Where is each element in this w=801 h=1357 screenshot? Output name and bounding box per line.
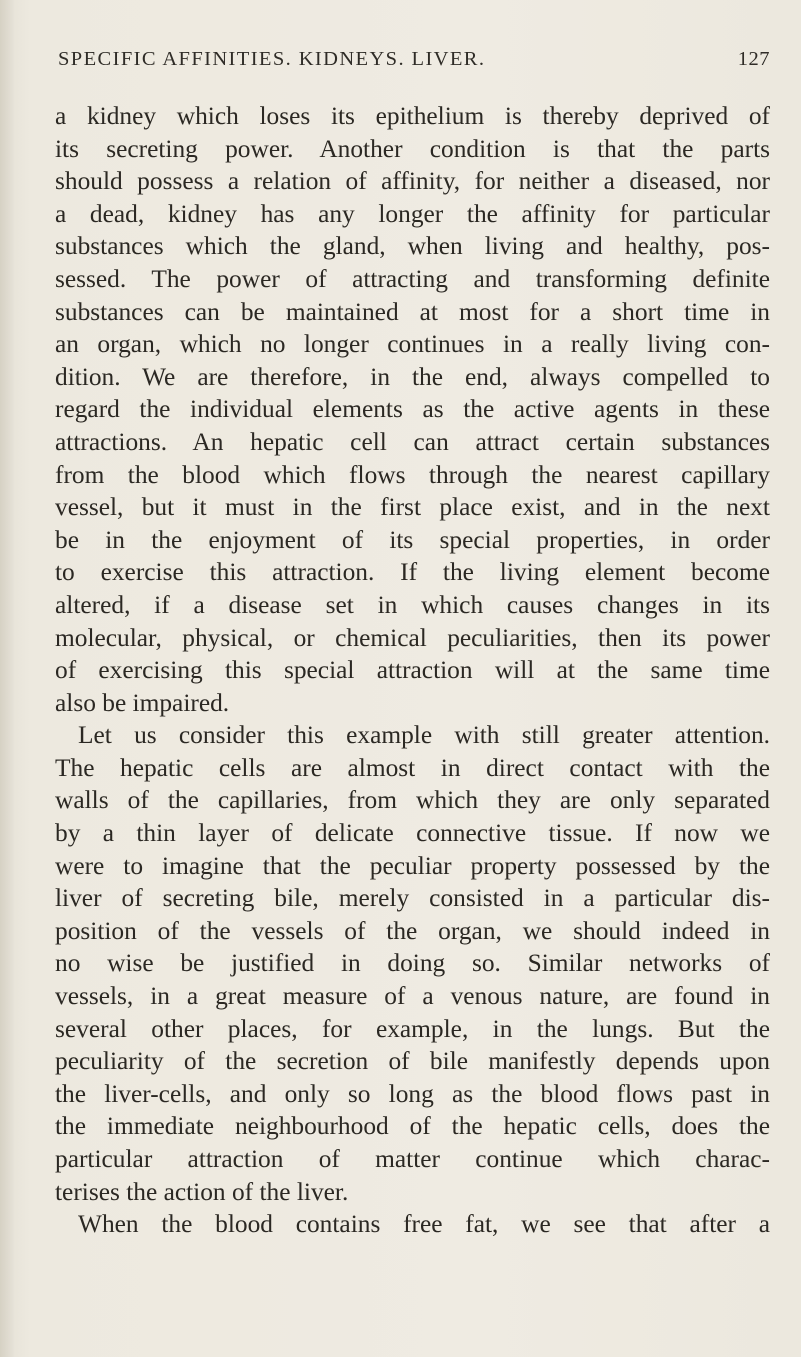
text-line: vessels, in a great measure of a venous nature, are found in [55,982,770,1011]
text-line: of exercising this special attraction will at the same time [55,656,770,685]
text-line: should possess a relation of affinity, for neither a diseased, nor [55,167,770,196]
text-line: the immediate neighbourhood of the hepatic cells, does the [55,1112,770,1141]
page-number: 127 [737,48,770,70]
text-line: to exercise this attraction. If the living element become [55,558,770,587]
text-line: regard the individual elements as the active agents in these [55,395,770,424]
text-line: peculiarity of the secretion of bile manifestly depends upon [55,1047,770,1076]
text-line: were to imagine that the peculiar property possessed by the [55,851,770,880]
text-line: from the blood which flows through the nearest capillary [55,460,770,489]
text-line: substances which the gland, when living and healthy, pos- [55,232,770,261]
text-line: terises the action of the liver. [55,1177,349,1206]
text-line: vessel, but it must in the first place exist, and in the next [55,493,770,522]
text-line: altered, if a disease set in which causes changes in its [55,590,770,619]
text-line: sessed. The power of attracting and transforming definite [55,264,770,293]
text-line: a dead, kidney has any longer the affinity for particular [55,199,770,228]
text-line: no wise be justified in doing so. Similar networks of [55,949,770,978]
text-line: attractions. An hepatic cell can attract certain substances [55,427,770,456]
paragraph [55,100,770,719]
text-line: particular attraction of matter continue which charac- [55,1145,770,1173]
body-text [55,100,770,1241]
text-line: an organ, which no longer continues in a really living con- [55,330,770,359]
text-line: the liver-cells, and only so long as the blood flows past in [55,1079,770,1108]
running-head [58,48,770,78]
text-line: its secreting power. Another condition is that the parts [55,134,770,163]
text-line: be in the enjoyment of its special properties, in order [55,525,770,554]
text-line: When the blood contains free fat, we see that after a [78,1210,770,1239]
text-line: walls of the capillaries, from which they are only separated [55,786,770,815]
text-line: several other places, for example, in the lungs. But the [55,1014,770,1043]
text-line: dition. We are therefore, in the end, always compelled to [55,362,770,391]
text-line: a kidney which loses its epithelium is thereby deprived of [55,102,770,130]
text-line: liver of secreting bile, merely consisted in a particular dis- [55,884,770,913]
text-line: substances can be maintained at most for a short time in [55,297,770,326]
paragraph [55,719,770,1208]
text-line: The hepatic cells are almost in direct contact with the [55,753,770,782]
text-line: by a thin layer of delicate connective tissue. If now we [55,819,770,848]
text-line: position of the vessels of the organ, we should indeed in [55,916,770,945]
page-gutter-shadow [0,0,14,1357]
text-line: also be impaired. [55,688,230,717]
running-head-title: SPECIFIC AFFINITIES. KIDNEYS. LIVER. [58,48,486,70]
paragraph [55,1208,770,1241]
text-line: Let us consider this example with still greater attention. [78,721,770,750]
text-line: molecular, physical, or chemical peculiarities, then its power [55,623,770,652]
